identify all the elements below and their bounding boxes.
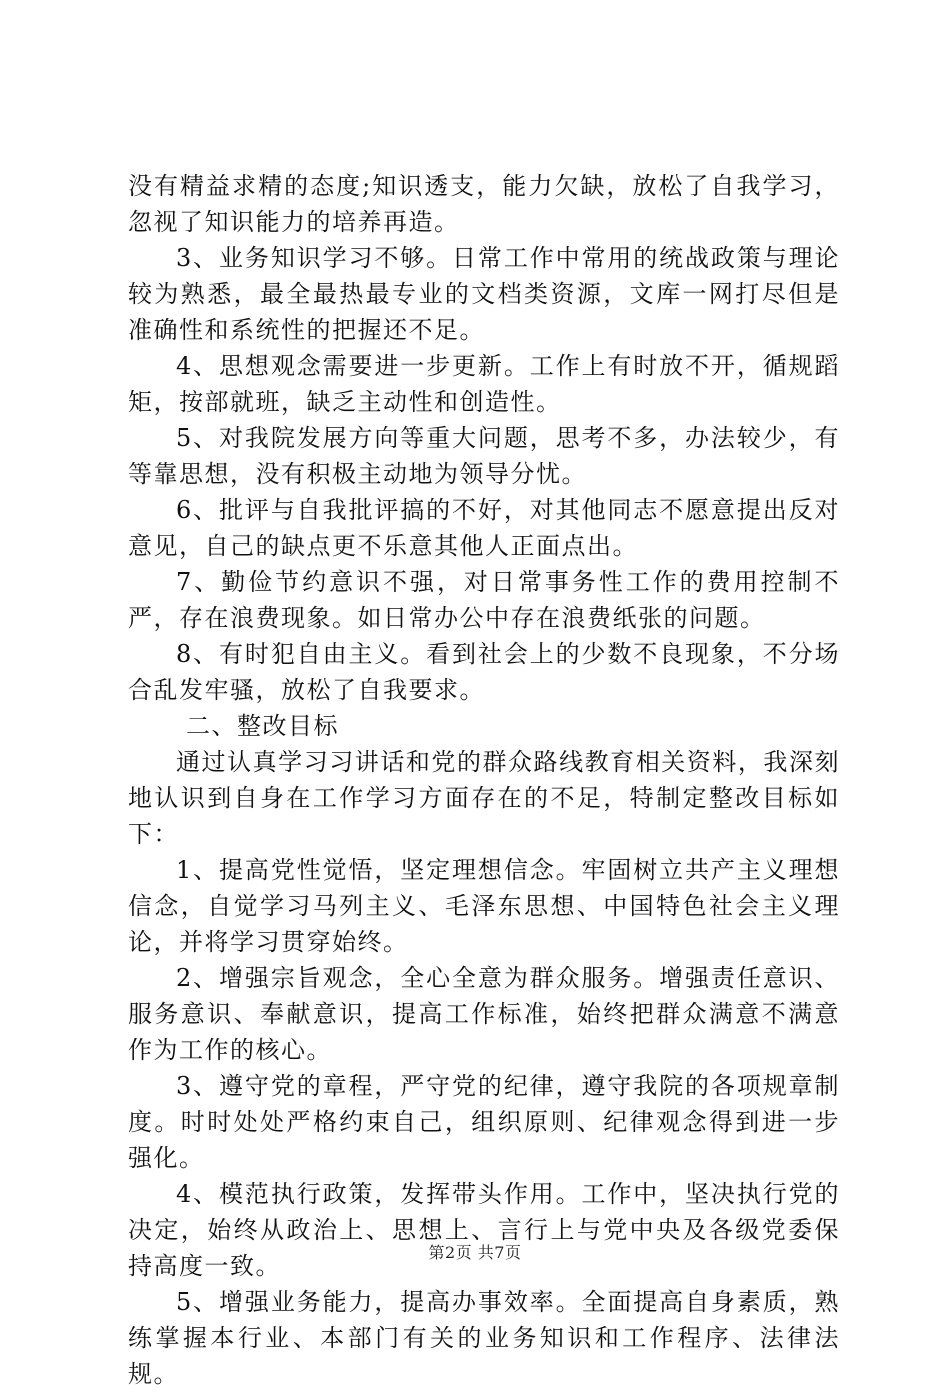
paragraph-goal-1: 1、提高党性觉悟，坚定理想信念。牢固树立共产主义理想信念，自觉学习马列主义、毛泽东思想、中国特色社会主义理论，并将学习贯穿始终。 <box>128 856 840 956</box>
paragraph-item-4: 4、思想观念需要进一步更新。工作上有时放不开，循规蹈矩，按部就班，缺乏主动性和创造性。 <box>128 352 840 416</box>
paragraph-goal-5: 5、增强业务能力，提高办事效率。全面提高自身素质，熟练掌握本行业、本部门有关的业务知识和工作程序、法律法规。 <box>128 1288 840 1388</box>
document-body <box>128 168 840 1392</box>
section-heading-rectification-goals: 二、整改目标 <box>186 712 339 740</box>
paragraph-item-3: 3、业务知识学习不够。日常工作中常用的统战政策与理论较为熟悉，最全最热最专业的文档类资源，文库一网打尽但是准确性和系统性的把握还不足。 <box>128 244 840 344</box>
paragraph-goal-3: 3、遵守党的章程，严守党的纪律，遵守我院的各项规章制度。时时处处严格约束自己，组织原则、纪律观念得到进一步强化。 <box>128 1072 840 1172</box>
paragraph-item-6: 6、批评与自我批评搞的不好，对其他同志不愿意提出反对意见，自己的缺点更不乐意其他人正面点出。 <box>128 496 840 560</box>
paragraph-item-7: 7、勤俭节约意识不强，对日常事务性工作的费用控制不严，存在浪费现象。如日常办公中存在浪费纸张的问题。 <box>128 568 840 632</box>
paragraph-item-8: 8、有时犯自由主义。看到社会上的少数不良现象，不分场合乱发牢骚，放松了自我要求。 <box>128 640 840 704</box>
paragraph-continuation: 没有精益求精的态度;知识透支，能力欠缺，放松了自我学习，忽视了知识能力的培养再造。 <box>128 172 840 236</box>
paragraph-goal-4: 4、模范执行政策，发挥带头作用。工作中，坚决执行党的决定，始终从政治上、思想上、言行上与党中央及各级党委保持高度一致。 <box>128 1180 840 1280</box>
paragraph-intro: 通过认真学习习讲话和党的群众路线教育相关资料，我深刻地认识到自身在工作学习方面存在的不足，特制定整改目标如下： <box>128 748 840 848</box>
page-number-footer: 第2页 共7页 <box>428 1243 522 1262</box>
paragraph-item-5: 5、对我院发展方向等重大问题，思考不多，办法较少，有等靠思想，没有积极主动地为领导分忧。 <box>128 424 840 488</box>
paragraph-goal-2: 2、增强宗旨观念，全心全意为群众服务。增强责任意识、服务意识、奉献意识，提高工作标准，始终把群众满意不满意作为工作的核心。 <box>128 964 840 1064</box>
